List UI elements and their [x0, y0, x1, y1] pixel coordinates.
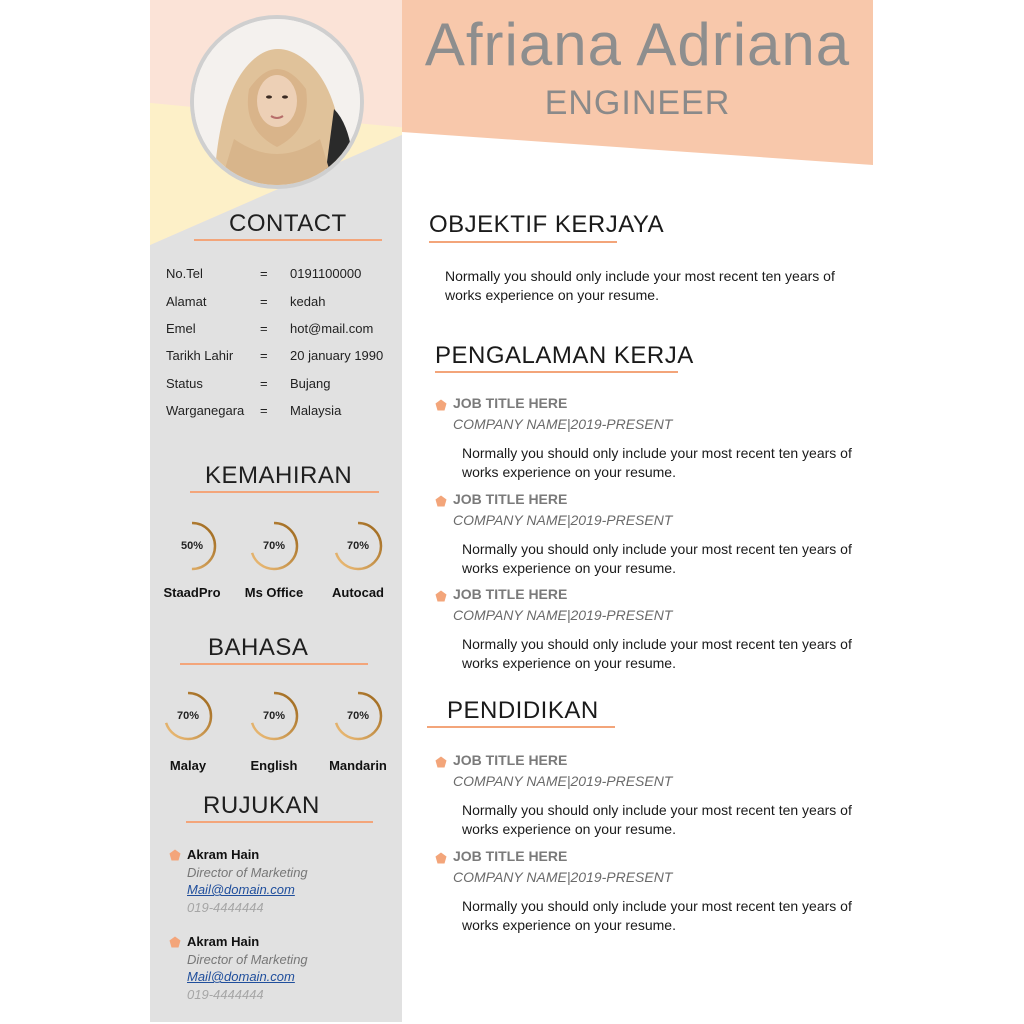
- languages-name: Mandarin: [329, 758, 387, 773]
- candidate-role: ENGINEER: [544, 84, 731, 122]
- skills-name: Autocad: [332, 585, 384, 600]
- reference-name: Akram Hain: [187, 847, 260, 862]
- job-description-line-2: works experience on your resume.: [462, 655, 676, 671]
- candidate-name: Afriana Adriana: [424, 11, 851, 78]
- job-description-line-2: works experience on your resume.: [462, 464, 676, 480]
- job-description-line-1: Normally you should only include your most recent ten years of: [462, 802, 852, 818]
- job-description-line-2: works experience on your resume.: [462, 560, 676, 576]
- objective-text-line-1: Normally you should only include your most recent ten years of: [445, 268, 835, 284]
- contact-label: Alamat: [166, 294, 207, 309]
- job-bullet-icon: [435, 494, 447, 506]
- job-description-line-1: Normally you should only include your most recent ten years of: [462, 541, 852, 557]
- contact-label: Warganegara: [166, 403, 245, 418]
- skills-underline: [190, 491, 379, 493]
- profile-photo: [194, 19, 360, 185]
- languages-percent: 70%: [176, 710, 200, 722]
- contact-separator: =: [260, 321, 268, 336]
- languages-name: Malay: [169, 758, 207, 773]
- company-name: COMPANY NAME|2019-PRESENT: [453, 773, 673, 789]
- job-description-line-1: Normally you should only include your most recent ten years of: [462, 445, 852, 461]
- job-title: JOB TITLE HERE: [453, 586, 568, 602]
- contact-label: No.Tel: [166, 266, 203, 281]
- contact-title: CONTACT: [229, 210, 347, 237]
- contact-row: [166, 348, 396, 366]
- contact-value: 0191100000: [290, 266, 362, 281]
- contact-separator: =: [260, 376, 268, 391]
- objective-text-line-2: works experience on your resume.: [445, 287, 659, 303]
- skills-percent: 70%: [346, 540, 370, 552]
- contact-separator: =: [260, 294, 268, 309]
- resume-page: [150, 0, 873, 1024]
- contact-value: kedah: [290, 294, 326, 309]
- company-name: COMPANY NAME|2019-PRESENT: [453, 607, 673, 623]
- job-title: JOB TITLE HERE: [453, 491, 568, 507]
- languages-underline: [180, 663, 368, 665]
- reference-email-link[interactable]: Mail@domain.com: [187, 969, 295, 984]
- contact-underline: [194, 239, 382, 241]
- reference-name: Akram Hain: [187, 934, 260, 949]
- contact-value: Malaysia: [290, 403, 342, 418]
- experience-underline: [435, 371, 678, 373]
- job-bullet-icon: [435, 851, 447, 863]
- reference-position: Director of Marketing: [187, 952, 308, 967]
- skills-name: Ms Office: [244, 585, 304, 600]
- contact-row: [166, 294, 396, 312]
- reference-phone: 019-4444444: [187, 987, 264, 1002]
- company-name: COMPANY NAME|2019-PRESENT: [453, 512, 673, 528]
- job-bullet-icon: [435, 755, 447, 767]
- job-description-line-2: works experience on your resume.: [462, 821, 676, 837]
- contact-row: [166, 266, 396, 284]
- skills-name: StaadPro: [163, 585, 221, 600]
- objective-title: OBJEKTIF KERJAYA: [429, 211, 665, 238]
- contact-row: [166, 321, 396, 339]
- contact-value: Bujang: [290, 376, 331, 391]
- job-bullet-icon: [435, 589, 447, 601]
- company-name: COMPANY NAME|2019-PRESENT: [453, 416, 673, 432]
- experience-title: PENGALAMAN KERJA: [435, 342, 694, 369]
- objective-underline: [429, 241, 617, 243]
- job-title: JOB TITLE HERE: [453, 395, 568, 411]
- job-title: JOB TITLE HERE: [453, 848, 568, 864]
- reference-bullet-icon: [169, 848, 181, 860]
- job-title: JOB TITLE HERE: [453, 752, 568, 768]
- skills-title: KEMAHIRAN: [205, 462, 353, 489]
- reference-email-link[interactable]: Mail@domain.com: [187, 882, 295, 897]
- skills-percent: 50%: [180, 540, 204, 552]
- contact-value: hot@mail.com: [290, 321, 374, 336]
- reference-bullet-icon: [169, 935, 181, 947]
- contact-row: [166, 376, 396, 394]
- contact-separator: =: [260, 348, 268, 363]
- reference-phone: 019-4444444: [187, 900, 264, 915]
- contact-label: Tarikh Lahir: [166, 348, 234, 363]
- contact-label: Emel: [166, 321, 196, 336]
- company-name: COMPANY NAME|2019-PRESENT: [453, 869, 673, 885]
- job-description-line-1: Normally you should only include your most recent ten years of: [462, 898, 852, 914]
- languages-percent: 70%: [262, 710, 286, 722]
- job-description-line-1: Normally you should only include your most recent ten years of: [462, 636, 852, 652]
- contact-label: Status: [166, 376, 203, 391]
- references-title: RUJUKAN: [203, 792, 320, 819]
- languages-title: BAHASA: [208, 634, 309, 661]
- skills-percent: 70%: [262, 540, 286, 552]
- contact-value: 20 january 1990: [290, 348, 384, 363]
- education-underline: [427, 726, 615, 728]
- contact-separator: =: [260, 403, 268, 418]
- education-title: PENDIDIKAN: [447, 697, 599, 724]
- job-description-line-2: works experience on your resume.: [462, 917, 676, 933]
- contact-separator: =: [260, 266, 268, 281]
- languages-percent: 70%: [346, 710, 370, 722]
- job-bullet-icon: [435, 398, 447, 410]
- references-underline: [186, 821, 373, 823]
- languages-name: English: [250, 758, 298, 773]
- sidebar: [150, 0, 402, 1022]
- reference-position: Director of Marketing: [187, 865, 308, 880]
- contact-row: [166, 403, 396, 421]
